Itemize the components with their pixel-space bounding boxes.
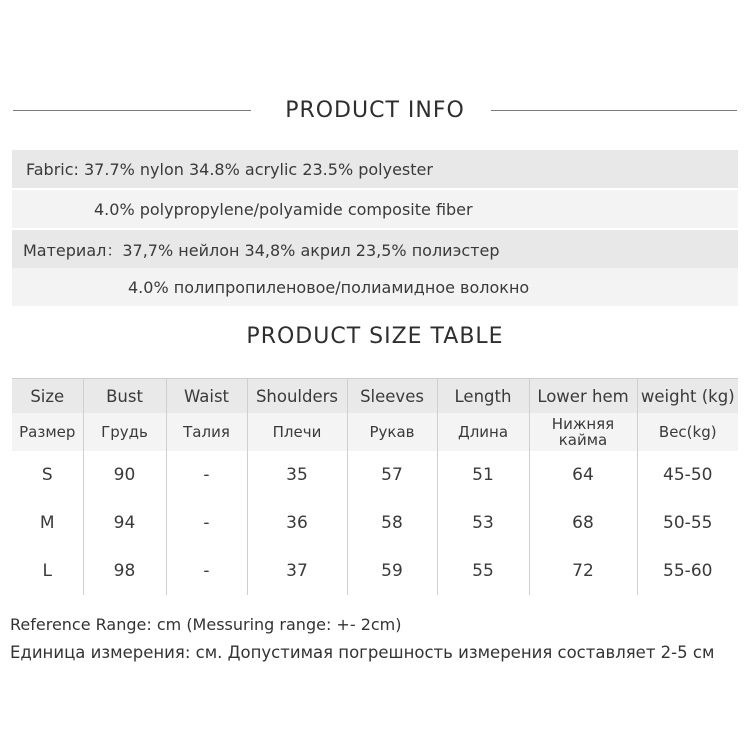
table-row: [12, 499, 738, 547]
cell-bust: 94: [83, 499, 166, 547]
cell-lower-hem: 68: [529, 499, 637, 547]
header-lower-hem-ru: Нижняя кайма: [529, 413, 637, 451]
cell-size: S: [12, 451, 83, 499]
fabric-text: Fabric: 37.7% nylon 34.8% acrylic 23.5% polyester: [26, 159, 433, 179]
material-text: Материал：37,7% нейлон 34,8% акрил 23,5% полиэстер: [23, 240, 500, 260]
product-info-header: [0, 98, 750, 123]
size-table-title: PRODUCT SIZE TABLE: [246, 324, 504, 349]
cell-sleeves: 59: [347, 547, 437, 595]
product-info-title: PRODUCT INFO: [285, 98, 465, 123]
header-bust: Bust: [83, 379, 166, 414]
cell-weight: 45-50: [663, 465, 713, 485]
size-table-header: [0, 324, 750, 349]
cell-shoulders: 36: [247, 499, 347, 547]
cell-sleeves: 57: [347, 451, 437, 499]
cell-shoulders: 35: [247, 451, 347, 499]
header-length-ru: Длина: [437, 413, 529, 451]
header-sleeves-ru: Рукав: [347, 413, 437, 451]
cell-shoulders: 37: [247, 547, 347, 595]
cell-length: 53: [437, 499, 529, 547]
cell-length: 55: [437, 547, 529, 595]
header-length: Length: [437, 379, 529, 414]
header-bust-ru: Грудь: [83, 413, 166, 451]
table-row: [12, 451, 738, 499]
cell-bust: 98: [83, 547, 166, 595]
divider-left: [13, 110, 251, 111]
cell-lower-hem: 64: [529, 451, 637, 499]
header-waist-ru: Талия: [166, 413, 247, 451]
cell-size: M: [12, 499, 83, 547]
header-sleeves: Sleeves: [347, 379, 437, 414]
cell-weight: 55-60: [663, 561, 713, 581]
header-row-ru: [12, 413, 738, 451]
reference-range-ru: Единица измерения: см. Допустимая погрешность измерения составляет 2-5 см: [10, 643, 715, 662]
header-size-ru: Размер: [12, 413, 83, 451]
header-size: Size: [12, 379, 83, 414]
cell-waist: -: [166, 499, 247, 547]
header-waist: Waist: [166, 379, 247, 414]
material-line-1: [12, 230, 738, 268]
header-shoulders-ru: Плечи: [247, 413, 347, 451]
cell-size: L: [12, 547, 83, 595]
header-lower-hem: Lower hem: [529, 379, 637, 414]
cell-waist: -: [166, 547, 247, 595]
reference-range-en: Reference Range: cm (Messuring range: +- 2cm): [10, 615, 402, 634]
cell-sleeves: 58: [347, 499, 437, 547]
size-table: [12, 378, 738, 595]
cell-bust: 90: [83, 451, 166, 499]
cell-length: 51: [437, 451, 529, 499]
fabric-line-2: [12, 190, 738, 228]
divider-right: [491, 110, 737, 111]
cell-waist: -: [166, 451, 247, 499]
material-text-continued: 4.0% полипропиленовое/полиамидное волокно: [128, 277, 530, 297]
cell-weight: 50-55: [663, 513, 713, 533]
material-line-2: [12, 268, 738, 306]
fabric-line-1: [12, 150, 738, 188]
header-weight-ru: Вес(kg): [637, 413, 738, 451]
header-shoulders: Shoulders: [247, 379, 347, 414]
header-weight: weight (kg): [637, 379, 738, 414]
table-row: [12, 547, 738, 595]
cell-lower-hem: 72: [529, 547, 637, 595]
header-row-en: [12, 379, 738, 414]
fabric-text-continued: 4.0% polypropylene/polyamide composite fiber: [94, 199, 473, 219]
